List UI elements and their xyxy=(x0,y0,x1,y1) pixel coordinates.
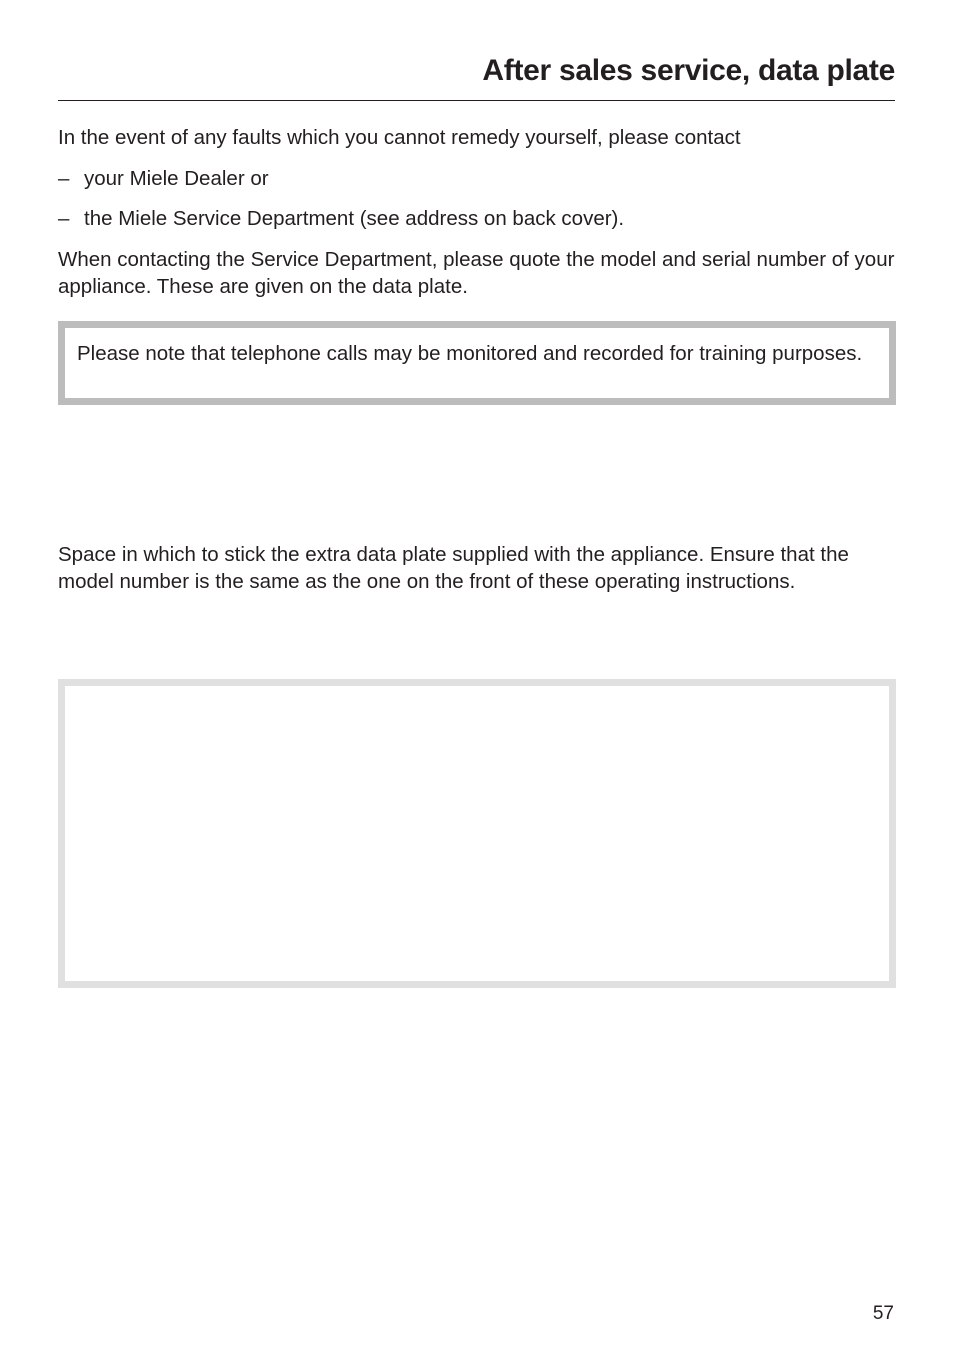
page-title: After sales service, data plate xyxy=(482,54,895,87)
data-plate-instruction: Space in which to stick the extra data plate supplied with the appliance. Ensure that the model number is the same as the one on the front of these operating instructions. xyxy=(58,543,849,593)
title-divider xyxy=(58,100,895,101)
contact-item-label: the Miele Service Department (see address on back cover). xyxy=(84,207,625,230)
quote-instruction-paragraph: When contacting the Service Department, please quote the model and serial number of your appliance. These are given on the data plate. xyxy=(58,248,895,298)
bullet-dash: – xyxy=(58,207,70,230)
monitoring-note-text: Please note that telephone calls may be monitored and recorded for training purposes. xyxy=(77,342,863,365)
contact-item-label: your Miele Dealer or xyxy=(84,167,269,190)
contact-item-service-department xyxy=(58,205,624,232)
monitoring-note-box xyxy=(58,321,896,405)
page-number: 57 xyxy=(872,1303,894,1324)
contact-item-dealer xyxy=(58,165,269,192)
intro-paragraph: In the event of any faults which you cannot remedy yourself, please contact xyxy=(58,126,741,149)
data-plate-space xyxy=(58,679,896,988)
bullet-dash: – xyxy=(58,167,70,190)
